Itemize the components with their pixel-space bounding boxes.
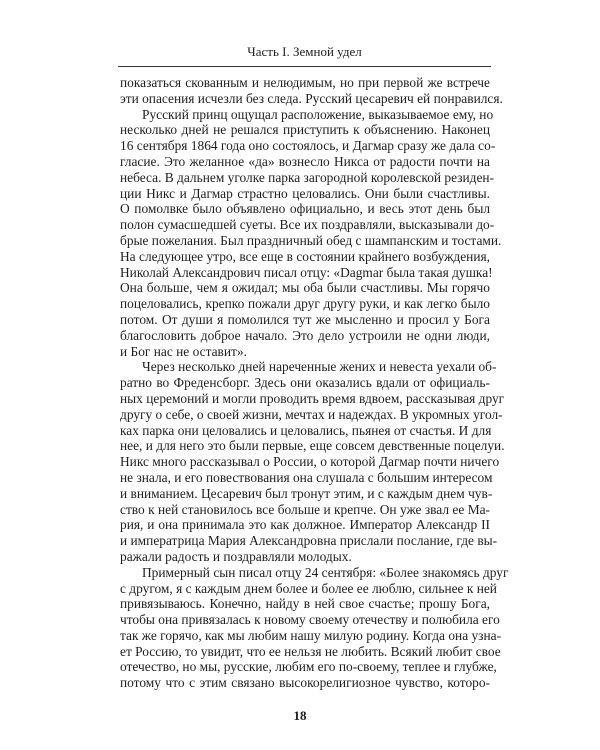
paragraph <box>120 359 505 564</box>
text-line: ет Россию, то увидит, что ее нельзя не любить. Всякий любит свое <box>120 643 501 659</box>
paragraph <box>120 106 502 360</box>
body-text <box>120 75 509 691</box>
text-line: с другом, я с каждым днем более и более ее люблю, сильнее к ней <box>120 580 497 596</box>
text-line: и Бог нас не оставит». <box>120 343 247 359</box>
text-line: Николай Александрович писал отцу: «Dagmar была такая душка! <box>120 264 493 280</box>
text-line: 16 сентября 1864 года оно состоялось, и Дагмар сразу же дала со- <box>120 138 496 154</box>
text-line: На следующее утро, все еще в состоянии крайнего возбуждения, <box>120 248 490 264</box>
text-line: привязываюсь. Конечно, найду в ней свое счастье; прошу Бога, <box>120 596 490 612</box>
running-header: Часть I. Земной удел <box>247 44 362 59</box>
text-line: не знала, и его повествования она слушала с большим интересом <box>120 469 493 485</box>
text-line: и императрица Мария Александровна прислали послание, где вы- <box>120 533 498 549</box>
text-line: брые пожелания. Был праздничный обед с шампанским и тостами. <box>120 232 502 248</box>
text-line: ках парка они целовались и целовались, пьянея от счастья. И для <box>120 422 492 438</box>
text-line: потому что с этим связано высокорелигиозное чувство, которо- <box>120 675 490 691</box>
page-number: 18 <box>293 708 307 723</box>
text-line: благословить доброе начало. Это дело устроили не одни люди, <box>120 327 490 343</box>
text-line: эти опасения исчезли без следа. Русский цесаревич ей понравился. <box>120 90 503 106</box>
paragraph <box>120 564 509 691</box>
paragraph <box>120 75 503 107</box>
text-line: О помолвке было объявлено официально, и весь этот день был <box>120 201 490 217</box>
text-line: Она больше, чем я ожидал; мы оба были счастливы. Мы горячо <box>120 280 490 296</box>
text-line: Примерный сын писал отцу 24 сентября: «Более знакомясь друг <box>142 564 509 580</box>
text-line: ции Никс и Дагмар страстно целовались. Они были счастливы. <box>120 185 490 201</box>
text-line: рия, и она принимала это как должное. Император Александр II <box>120 517 490 533</box>
text-line: Через несколько дней нареченные жених и невеста уехали об- <box>142 359 497 375</box>
text-line: гласие. Это желанное «да» вознесло Никса от радости почти на <box>120 153 490 169</box>
text-line: Русский принц ощущал расположение, выказываемое ему, но <box>142 106 494 122</box>
text-line: Никс много рассказывал о России, о которой Дагмар почти ничего <box>120 454 500 470</box>
text-line: ных церемоний и могли проводить время вдвоем, рассказывая друг <box>120 390 505 406</box>
header-rule <box>118 66 491 67</box>
text-line: чтобы она привязалась к новому своему отечеству и полюбила его <box>120 612 500 628</box>
text-line: ство к ней становилось все больше и крепче. Он уже звал ее Ма- <box>120 501 490 517</box>
text-line: небеса. В дальнем уголке парка загородной королевской резиден- <box>120 169 495 185</box>
text-line: отечество, но мы, русские, любим его по-своему, теплее и глубже, <box>120 659 497 675</box>
text-line: другу о себе, о своей жизни, мечтах и надеждах. В укромных угол- <box>120 406 503 422</box>
text-line: так же горячо, как мы любим нашу милую родину. Когда она узна- <box>120 627 502 643</box>
text-line: ражали радость и поздравляли молодых. <box>120 548 352 564</box>
text-line: несколько дней не решался приступить к объяснению. Наконец <box>120 122 490 138</box>
text-line: нее, и для него это были первые, еще совсем девственные поцелуи. <box>120 438 505 454</box>
text-line: поцеловались, крепко пожали друг другу руки, и как легко было <box>120 296 490 312</box>
text-line: ратно во Фреденсборг. Здесь они оказались вдали от официаль- <box>120 375 490 391</box>
text-line: потом. От души я помолился тут же мысленно и просил у Бога <box>120 311 490 327</box>
text-line: показаться скованным и нелюдимым, но при первой же встрече <box>120 75 490 90</box>
text-line: полон сумасшедшей суеты. Все их поздравляли, высказывали до- <box>120 217 495 233</box>
text-line: и вниманием. Цесаревич был тронут этим, и с каждым днем чув- <box>120 485 493 501</box>
